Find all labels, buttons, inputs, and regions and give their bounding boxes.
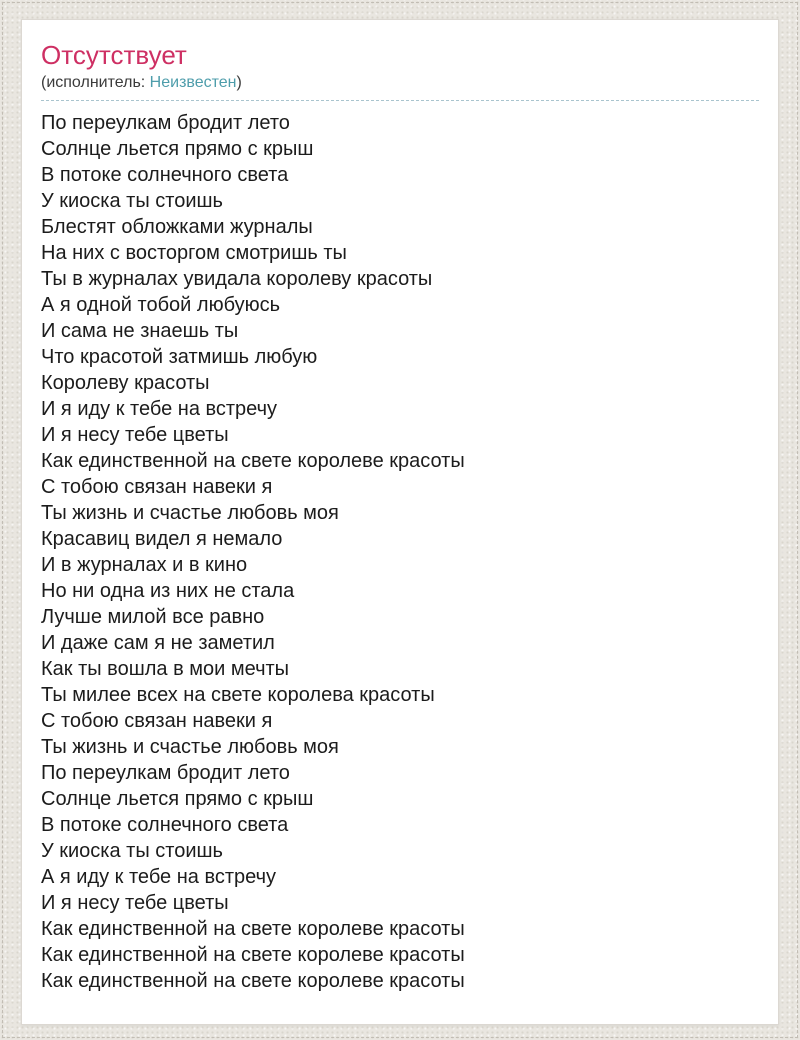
lyric-line: Солнце льется прямо с крыш bbox=[41, 138, 314, 160]
lyric-line: Что красотой затмишь любую bbox=[41, 346, 318, 368]
lyric-line: Как единственной на свете королеве красоты bbox=[41, 450, 465, 472]
lyric-line: Но ни одна из них не стала bbox=[41, 580, 295, 602]
lyric-line: С тобою связан навеки я bbox=[41, 476, 273, 498]
lyric-line: Блестят обложками журналы bbox=[41, 216, 313, 238]
artist-label-suffix: ) bbox=[236, 74, 242, 91]
lyric-line: И даже сам я не заметил bbox=[41, 632, 275, 654]
lyric-line: А я иду к тебе на встречу bbox=[41, 866, 277, 888]
lyric-line: В потоке солнечного света bbox=[41, 814, 289, 836]
artist-line bbox=[41, 72, 759, 101]
lyric-line: Как ты вошла в мои мечты bbox=[41, 658, 290, 680]
lyric-line: Ты жизнь и счастье любовь моя bbox=[41, 502, 339, 524]
lyric-line: Лучше милой все равно bbox=[41, 606, 265, 628]
lyric-line: Как единственной на свете королеве красоты bbox=[41, 970, 465, 992]
lyric-line: Ты жизнь и счастье любовь моя bbox=[41, 736, 339, 758]
lyric-line: Ты милее всех на свете королева красоты bbox=[41, 684, 435, 706]
lyric-line: Красавиц видел я немало bbox=[41, 528, 283, 550]
lyric-line: В потоке солнечного света bbox=[41, 164, 289, 186]
lyric-line: У киоска ты стоишь bbox=[41, 840, 223, 862]
lyric-line: Солнце льется прямо с крыш bbox=[41, 788, 314, 810]
lyrics-card bbox=[21, 19, 779, 1025]
lyric-line: И сама не знаешь ты bbox=[41, 320, 239, 342]
lyric-line: И я иду к тебе на встречу bbox=[41, 398, 278, 420]
song-title: Отсутствует bbox=[41, 40, 187, 70]
lyric-line: И я несу тебе цветы bbox=[41, 892, 229, 914]
lyric-line: По переулкам бродит лето bbox=[41, 762, 290, 784]
lyrics-text bbox=[41, 110, 759, 994]
lyric-line: С тобою связан навеки я bbox=[41, 710, 273, 732]
lyric-line: И в журналах и в кино bbox=[41, 554, 248, 576]
artist-link[interactable]: Неизвестен bbox=[149, 74, 237, 91]
lyric-line: Ты в журналах увидала королеву красоты bbox=[41, 268, 433, 290]
lyric-line: По переулкам бродит лето bbox=[41, 112, 290, 134]
lyric-line: И я несу тебе цветы bbox=[41, 424, 229, 446]
lyric-line: На них с восторгом смотришь ты bbox=[41, 242, 347, 264]
lyric-line: У киоска ты стоишь bbox=[41, 190, 223, 212]
lyric-line: Королеву красоты bbox=[41, 372, 210, 394]
lyric-line: А я одной тобой любуюсь bbox=[41, 294, 281, 316]
artist-label-prefix: (исполнитель: bbox=[41, 74, 150, 91]
lyric-line: Как единственной на свете королеве красоты bbox=[41, 944, 465, 966]
lyric-line: Как единственной на свете королеве красоты bbox=[41, 918, 465, 940]
